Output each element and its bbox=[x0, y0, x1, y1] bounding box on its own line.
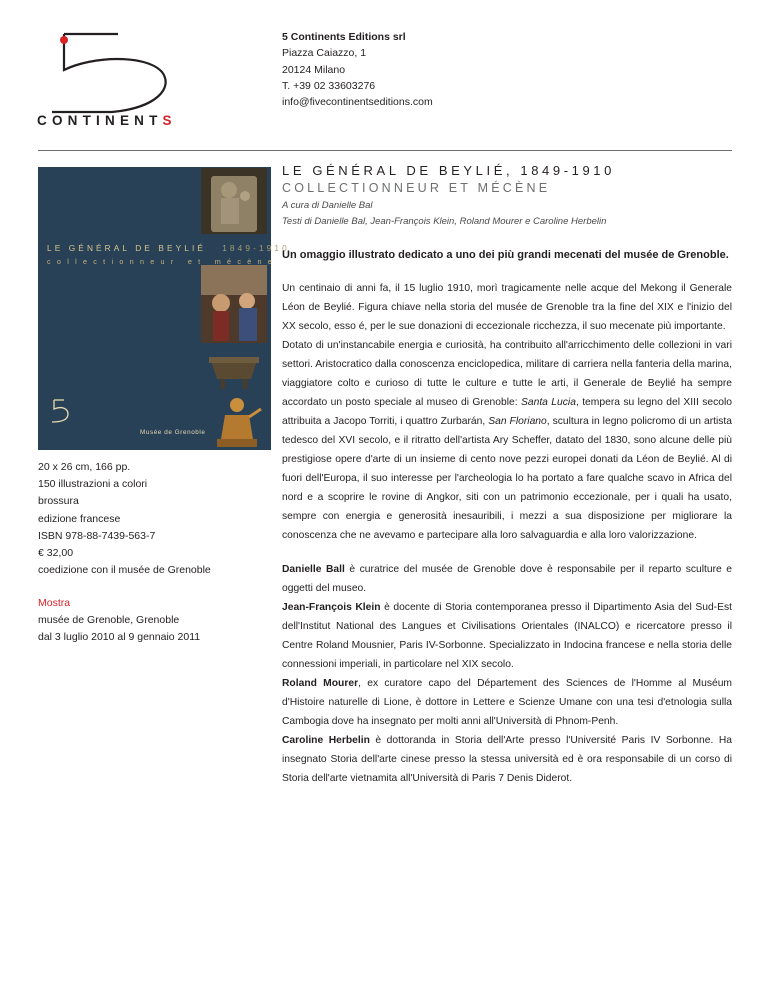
header-divider bbox=[38, 150, 732, 151]
book-tagline: Un omaggio illustrato dedicato a uno dei più grandi mecenati del musée de Grenoble. bbox=[282, 249, 729, 261]
description-p2-part-b: , tempera su legno del XIII secolo attribuita a Jacopo Torriti, i quattro Zurbarán, bbox=[282, 397, 732, 427]
exhibition-heading: Mostra bbox=[38, 597, 71, 609]
spec-coedition: coedizione con il musée de Grenoble bbox=[38, 564, 211, 577]
book-editor: A cura di Danielle Bal bbox=[282, 200, 373, 211]
publisher-address bbox=[282, 29, 433, 110]
description-artwork-san-floriano: San Floriano bbox=[488, 416, 547, 427]
spec-edition: edizione francese bbox=[38, 512, 121, 525]
bio-paragraph bbox=[282, 598, 732, 674]
description-paragraph-1: Un centinaio di anni fa, il 15 luglio 1910, morì tragicamente nelle acque del Mekong il Generale Léon de Beylié. Figura chiave nella storia del musée de Grenoble tra la fine del XIX e l'inizio del XX secolo, esso é, per le sue donazioni di eccezionale ricchezza, il suo mecenate più importante. bbox=[282, 283, 732, 332]
cover-museum-label: Musée de Grenoble bbox=[140, 429, 206, 436]
cover-artwork-sculpture bbox=[207, 395, 265, 449]
book-description bbox=[282, 279, 732, 545]
cover-title bbox=[47, 243, 290, 253]
publisher-city: 20124 Milano bbox=[282, 63, 346, 76]
publisher-email[interactable]: info@fivecontinentseditions.com bbox=[282, 96, 433, 109]
bio-paragraph bbox=[282, 731, 732, 788]
cover-publisher-logo-icon bbox=[49, 398, 71, 424]
exhibition-dates: dal 3 luglio 2010 al 9 gennaio 2011 bbox=[38, 631, 201, 644]
book-title: LE GÉNÉRAL DE BEYLIÉ, 1849-1910 bbox=[282, 163, 615, 178]
cover-artwork-relief bbox=[201, 168, 267, 234]
publisher-phone: T. +39 02 33603276 bbox=[282, 79, 376, 92]
cover-artwork-painting bbox=[201, 265, 267, 343]
bio-paragraph bbox=[282, 674, 732, 731]
exhibition-info bbox=[38, 595, 200, 647]
bio-text: è curatrice del musée de Grenoble dove è responsabile per il reparto sculture e oggetti del museo. bbox=[282, 564, 733, 594]
publisher-street: Piazza Caiazzo, 1 bbox=[282, 47, 367, 60]
book-authors: Testi di Danielle Bal, Jean-François Klein, Roland Mourer e Caroline Herbelin bbox=[282, 216, 607, 227]
description-artwork-santa-lucia: Santa Lucia bbox=[521, 397, 576, 408]
bio-text: , ex curatore capo del Département des Sciences de l'Homme al Muséum d'Histoire naturelle di Lione, è dottore in Lettere e Scienze Umane con una tesi d'etnologia sulla Cambogia dove ha insegnato per molti anni all'Università di Phnom-Penh. bbox=[282, 678, 733, 727]
publisher-name: 5 Continents Editions srl bbox=[282, 31, 406, 43]
spec-binding: brossura bbox=[38, 495, 79, 508]
book-specs bbox=[38, 459, 211, 579]
bio-name: Caroline Herbelin bbox=[282, 735, 370, 746]
description-paragraph-2 bbox=[282, 336, 732, 545]
bio-name: Danielle Ball bbox=[282, 564, 345, 575]
cover-years: 1849-1910 bbox=[222, 243, 290, 253]
description-p2-part-a: Dotato di un'instancabile energia e curiosità, ha contribuito all'arricchimento delle collezioni in vari settori. Aristocratico dalla conoscenza enciclopedica, militare di carriera nella fanteria della marina, viaggiatore colto e curioso di tutte le culture e tutte le arti, il Generale de Beylié ha sempre accordato un posto speciale al museo di Grenoble: bbox=[282, 340, 732, 408]
author-bios bbox=[282, 560, 732, 788]
spec-illustrations: 150 illustrazioni a colori bbox=[38, 478, 148, 491]
cover-subtitle: collectionneur et mécène bbox=[47, 257, 279, 266]
bio-text: è dottoranda in Storia dell'Arte presso l'Université Paris IV Sorbonne. Ha insegnato Storia dell'arte cinese presso la stessa università ed è ora responsabile di un corso di Storia dell'arte vietnamita all'Università di Paris 7 Denis Diderot. bbox=[282, 735, 732, 784]
bio-name: Roland Mourer bbox=[282, 678, 359, 689]
spec-isbn: ISBN 978-88-7439-563-7 bbox=[38, 529, 156, 542]
publisher-logo bbox=[34, 28, 184, 140]
spec-size: 20 x 26 cm, 166 pp. bbox=[38, 461, 131, 473]
logo-wordmark-main: CONTINENT bbox=[37, 113, 163, 128]
bio-name: Jean-François Klein bbox=[282, 602, 381, 613]
bio-paragraph bbox=[282, 560, 732, 598]
cover-artwork-vessel bbox=[201, 347, 267, 391]
bio-text: è docente di Storia contemporanea presso il Dipartimento Asia del Sud-Est dell'Institut National des Langues et Civilisations Orientales (INALCO) e ricercatore presso il Centre Roland Mousnier, Paris IV-Sorbonne. Specializzato in Indocina francese e nella storia delle connessioni imperiali, in particolare nel XIX secolo. bbox=[282, 602, 732, 670]
book-cover bbox=[38, 167, 290, 450]
cover-title-text: LE GÉNÉRAL DE BEYLIÉ bbox=[47, 243, 206, 253]
book-subtitle: COLLECTIONNEUR ET MÉCÈNE bbox=[282, 181, 551, 195]
spec-price: € 32,00 bbox=[38, 547, 74, 560]
description-p2-part-c: , scultura in legno policromo di un artista tedesco del XVI secolo, e il ritratto dell'artista Ary Scheffer, datato del 1830, sono alcune delle più prestigiose opere d'arte di un insieme di cento nove pezzi europei donati da Léon de Beylié. Al di fuori dell'Europa, il suo interesse per l'archeologia lo ha portato a fare qualche scavo in Africa del nord e a scoprire le rovine di Angkor, siti con un patrimonio eccezionale, per i quali ha usato, sempre con energia e generosità inesauribili, i mezzi a sua disposizione per migliorare la conoscenza che ne avevamo e partecipare alla loro salvaguardia e alla loro valorizzazione. bbox=[282, 416, 733, 541]
exhibition-venue: musée de Grenoble, Grenoble bbox=[38, 614, 180, 627]
five-numeral-logo-icon bbox=[34, 28, 184, 113]
logo-wordmark-accent: S bbox=[162, 113, 177, 128]
logo-wordmark bbox=[37, 113, 177, 128]
